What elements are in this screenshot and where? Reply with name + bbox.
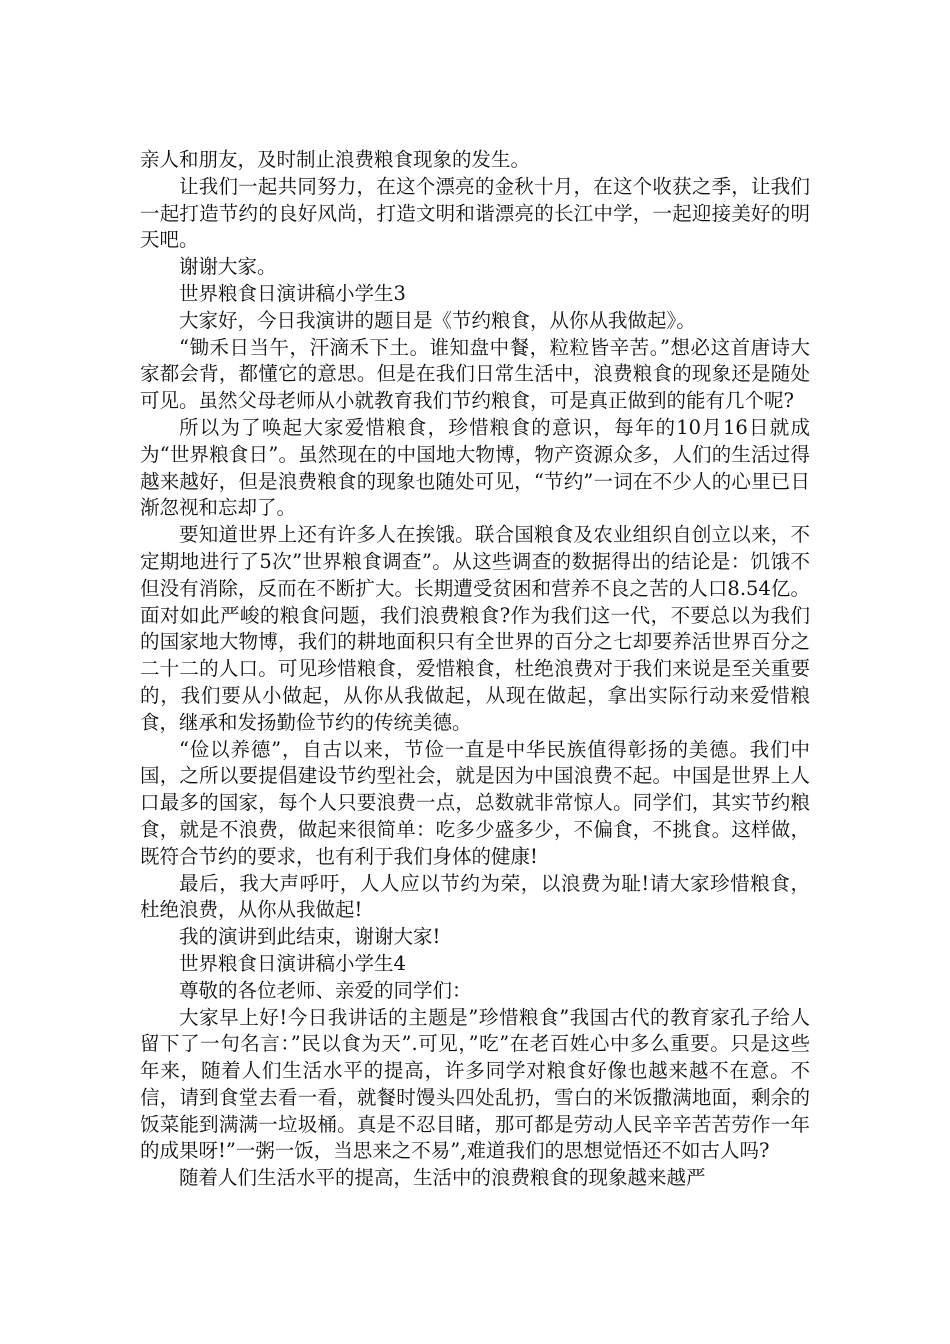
section-heading-3: 世界粮食日演讲稿小学生3 <box>179 281 406 305</box>
section-heading-4: 世界粮食日演讲稿小学生4 <box>179 951 406 975</box>
paragraph-15: 随着人们生活水平的提高，生活中的浪费粮食的现象越来越严 <box>179 1166 706 1190</box>
paragraph-13: 尊敬的各位老师、亲爱的同学们： <box>179 978 472 1002</box>
paragraph-1: 亲人和朋友，及时制止浪费粮食现象的发生。 <box>140 148 531 171</box>
paragraph-14: 大家早上好!今日我讲话的主题是”珍惜粮食”我国古代的教育家孔子给人留下了一句名言：”民以食为天”.可见，”吃”在老百姓心中多么重要。只是这些年来，随着人们生活水平的提高，许多同学对粮食好像也越来越不在意。不信，请到食堂去看一看，就餐时馒头四处乱扔，雪白的米饭撒满地面，剩余的饭菜能到满满一垃圾桶。真是不忍目睹，那可都是劳动人民辛辛苦苦劳作一年的成果呀!”一粥一饭，当思来之不易”,难道我们的思想觉悟还不如古人吗? <box>140 1005 810 1163</box>
paragraph-2: 让我们一起共同努力，在这个漂亮的金秋十月，在这个收获之季，让我们一起打造节约的良好风尚，打造文明和谐漂亮的长江中学，一起迎接美好的明天吧。 <box>140 174 810 252</box>
paragraph-8: 要知道世界上还有许多人在挨饿。联合国粮食及农业组织自创立以来，不定期地进行了5次”世界粮食调查”。从这些调查的数据得出的结论是：饥饿不但没有消除，反而在不断扩大。长期遭受贫困和营养不良之苦的人口8.54亿。面对如此严峻的粮食问题，我们浪费粮食?作为我们这一代，不要总以为我们的国家地大物博，我们的耕地面积只有全世界的百分之七却要养活世界百分之二十二的人口。可见珍惜粮食，爱惜粮食，杜绝浪费对于我们来说是至关重要的，我们要从小做起，从你从我做起，从现在做起，拿出实际行动来爱惜粮食，继承和发扬勤俭节约的传统美德。 <box>140 523 810 734</box>
paragraph-6: “锄禾日当午，汗滴禾下土。谁知盘中餐，粒粒皆辛苦。”想必这首唐诗大家都会背，都懂它的意思。但是在我们日常生活中，浪费粮食的现象还是随处可见。虽然父母老师从小就教育我们节约粮食，可是真正做到的能有几个呢? <box>140 335 810 413</box>
paragraph-7: 所以为了唤起大家爱惜粮食，珍惜粮食的意识，每年的10月16日就成为“世界粮食日”。虽然现在的中国地大物博，物产资源众多，人们的生活过得越来越好，但是浪费粮食的现象也随处可见，“节约”一词在不少人的心里已日渐忽视和忘却了。 <box>140 415 810 520</box>
paragraph-5: 大家好，今日我演讲的题目是《节约粮食，从你从我做起》。 <box>179 308 696 332</box>
document-page <box>140 147 810 1192</box>
paragraph-10: 最后，我大声呼吁，人人应以节约为荣，以浪费为耻!请大家珍惜粮食，杜绝浪费，从你从我做起! <box>140 871 810 922</box>
paragraph-9: “俭以养德”，自古以来，节俭一直是中华民族值得彰扬的美德。我们中国，之所以要提倡建设节约型社会，就是因为中国浪费不起。中国是世界上人口最多的国家，每个人只要浪费一点，总数就非常惊人。同学们，其实节约粮食，就是不浪费，做起来很简单：吃多少盛多少，不偏食，不挑食。这样做，既符合节约的要求，也有利于我们身体的健康! <box>140 737 810 868</box>
paragraph-3: 谢谢大家。 <box>179 255 277 279</box>
paragraph-11: 我的演讲到此结束，谢谢大家! <box>179 925 441 949</box>
